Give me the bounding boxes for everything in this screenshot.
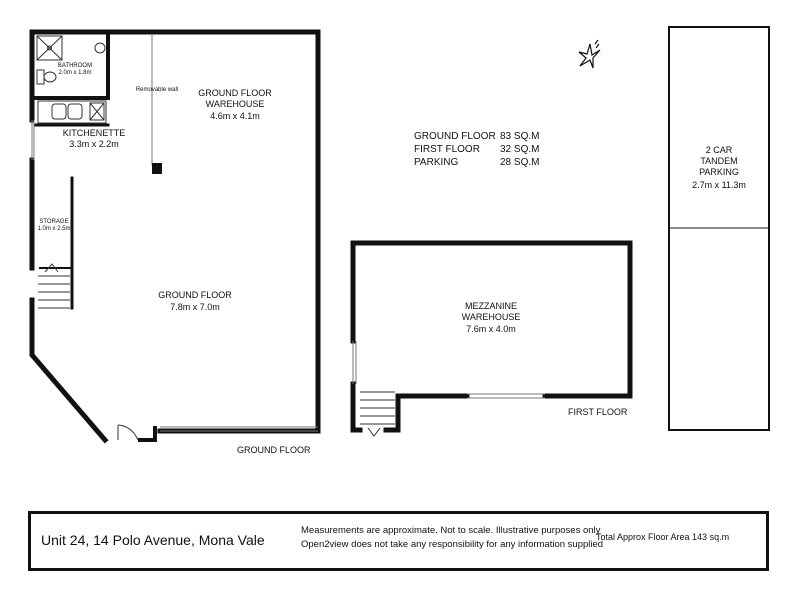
- parking-outline: [669, 27, 769, 430]
- area-label: PARKING: [414, 157, 459, 168]
- mezzanine-dims: 7.6m x 4.0m: [466, 324, 516, 334]
- ground-floor-name: GROUND FLOOR: [158, 290, 232, 300]
- total-floor-area: Total Approx Floor Area 143 sq.m: [596, 532, 730, 542]
- disclaimer: [301, 524, 603, 552]
- ground-floor-dims: 7.8m x 7.0m: [170, 302, 220, 312]
- kitchen-fixtures: [38, 101, 106, 123]
- disclaimer-line-2: Open2view does not take any responsibility for any information supplied: [301, 539, 604, 550]
- kitchenette-name: KITCHENETTE: [62, 128, 126, 138]
- entry-door: [118, 425, 138, 440]
- ground-floor-stairs: [38, 264, 70, 308]
- parking-dims: 2.7m x 11.3m: [692, 180, 746, 190]
- warehouse-dims: 4.6m x 4.1m: [210, 111, 260, 121]
- storage-dims: 1.0m x 2.5m: [37, 226, 71, 232]
- warehouse-name: GROUND FLOOR WAREHOUSE: [198, 88, 272, 109]
- area-summary: [414, 130, 560, 169]
- bathroom-dims: 2.0m x 1.8m: [58, 70, 92, 76]
- compass-icon: [579, 40, 600, 68]
- mezzanine-name: MEZZANINE WAREHOUSE: [461, 301, 521, 322]
- first-floor-caption: FIRST FLOOR: [568, 407, 628, 417]
- area-value: 28 SQ.M: [500, 157, 540, 168]
- area-row-parking: [414, 156, 560, 169]
- mezzanine-openings: [353, 341, 545, 398]
- removable-wall-label: Removable wall: [135, 87, 179, 93]
- ground-floor-caption: GROUND FLOOR: [237, 445, 311, 455]
- disclaimer-line-1: Measurements are approximate. Not to scale. Illustrative purposes only: [301, 525, 601, 536]
- area-value: 83 SQ.M: [500, 131, 540, 142]
- property-address: Unit 24, 14 Polo Avenue, Mona Vale: [41, 532, 265, 548]
- storage-name: STORAGE: [39, 219, 69, 225]
- area-label: GROUND FLOOR: [414, 131, 496, 142]
- bathroom-name: BATHROOM: [57, 63, 93, 69]
- area-row-ground: [414, 130, 560, 143]
- kitchenette-dims: 3.3m x 2.2m: [69, 139, 119, 149]
- footer-box: [28, 511, 769, 571]
- area-value: 32 SQ.M: [500, 144, 540, 155]
- wall-post: [152, 163, 162, 174]
- area-label: FIRST FLOOR: [414, 144, 480, 155]
- area-row-first: [414, 143, 560, 156]
- mezzanine-walls: [353, 243, 630, 430]
- parking-name: 2 CAR TANDEM PARKING: [699, 145, 739, 177]
